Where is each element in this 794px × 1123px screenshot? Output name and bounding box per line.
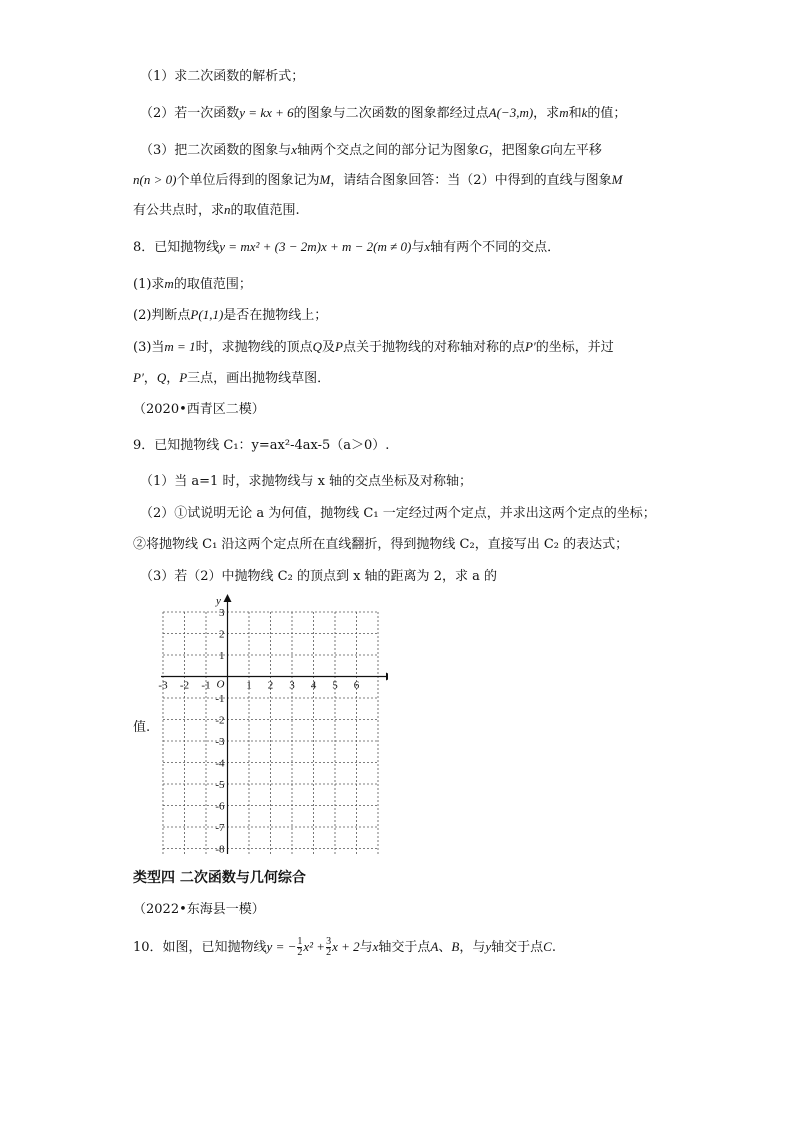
grid-figure [158,592,388,854]
x-tick-label: 5 [332,679,338,692]
q9-stem: 9．已知抛物线 C₁：y=ax²-4ax-5（a＞0）. [133,438,390,453]
source-note-1: （2020•西青区二模） [133,402,265,417]
x-tick-label: 6 [353,679,360,692]
y-tick-label: -6 [215,800,225,813]
y-tick-label: -5 [215,779,225,791]
source-note-2: （2022•东海县一模） [133,902,265,917]
x-tick-label: -1 [201,679,211,692]
q9-part3: （3）若（2）中抛物线 C₂ 的顶点到 x 轴的距离为 2，求 a 的 [140,569,497,584]
q9-part3-end: 值. [133,720,151,735]
section-heading: 类型四 二次函数与几何综合 [133,870,306,886]
q7-part3-line3: 有公共点时，求n的取值范围. [133,202,300,218]
y-tick-label: -8 [215,843,225,854]
y-tick-label: -7 [215,822,225,834]
q9-part2: （2）①试说明无论 a 为何值，抛物线 C₁ 一定经过两个定点，并求出这两个定点的坐标； [140,506,656,521]
q10-stem: 10．如图，已知抛物线y = − $\frac{1}{2}$ x² + $\frac{3}{2}$ x + 2与x轴交于点A、B，与y轴交于点C. [133,936,556,958]
q8-stem: 8．已知抛物线y = mx² + (3 − 2m)x + m − 2(m ≠ 0)与x轴有两个不同的交点． [133,239,561,255]
x-tick-label: 2 [267,679,274,692]
y-tick-label: -2 [215,714,225,727]
y-axis-arrow [224,594,232,602]
q9-part1: （1）当 a=1 时，求抛物线与 x 轴的交点坐标及对称轴； [140,474,473,489]
origin-label: O [216,678,225,691]
q7-part2: （2）若一次函数y = kx + 6的图象与二次函数的图象都经过点A(−3,m)，求m和k的值； [140,105,627,121]
x-tick-label: -3 [158,679,168,692]
q8-part3-line2: P′，Q，P三点，画出抛物线草图． [133,370,331,386]
y-tick-label: 2 [219,628,225,641]
q9-part2b: ②将抛物线 C₁ 沿这两个定点所在直线翻折，得到抛物线 C₂，直接写出 C₂ 的表达式； [133,537,629,552]
y-tick-label: -3 [215,736,225,748]
y-tick-label: 1 [219,650,225,662]
q7-part3: （3）把二次函数的图象与x轴两个交点之间的部分记为图象G，把图象G向左平移 [140,142,602,158]
q7-part3-line2: n(n > 0)个单位后得到的图象记为M，请结合图象回答：当（2）中得到的直线与图象M [133,172,623,188]
y-tick-label: 3 [219,607,225,619]
q8-part2: (2)判断点P(1,1)是否在抛物线上； [133,307,328,323]
x-tick-label: 4 [310,679,317,692]
coordinate-grid [158,592,388,854]
q8-part3: (3)当m = 1时，求抛物线的顶点Q及P点关于抛物线的对称轴对称的点P′的坐标，并过 [133,339,614,355]
q8-part1: (1)求m的取值范围； [133,276,252,292]
x-axis-arrow [386,673,388,681]
q7-part1: （1）求二次函数的解析式； [140,69,305,84]
x-tick-label: 3 [289,679,295,692]
y-tick-label: -1 [215,693,225,705]
y-axis-label: y [216,595,221,607]
x-tick-label: -2 [179,679,190,692]
x-tick-label: 1 [246,679,252,692]
y-tick-label: -4 [215,757,225,770]
